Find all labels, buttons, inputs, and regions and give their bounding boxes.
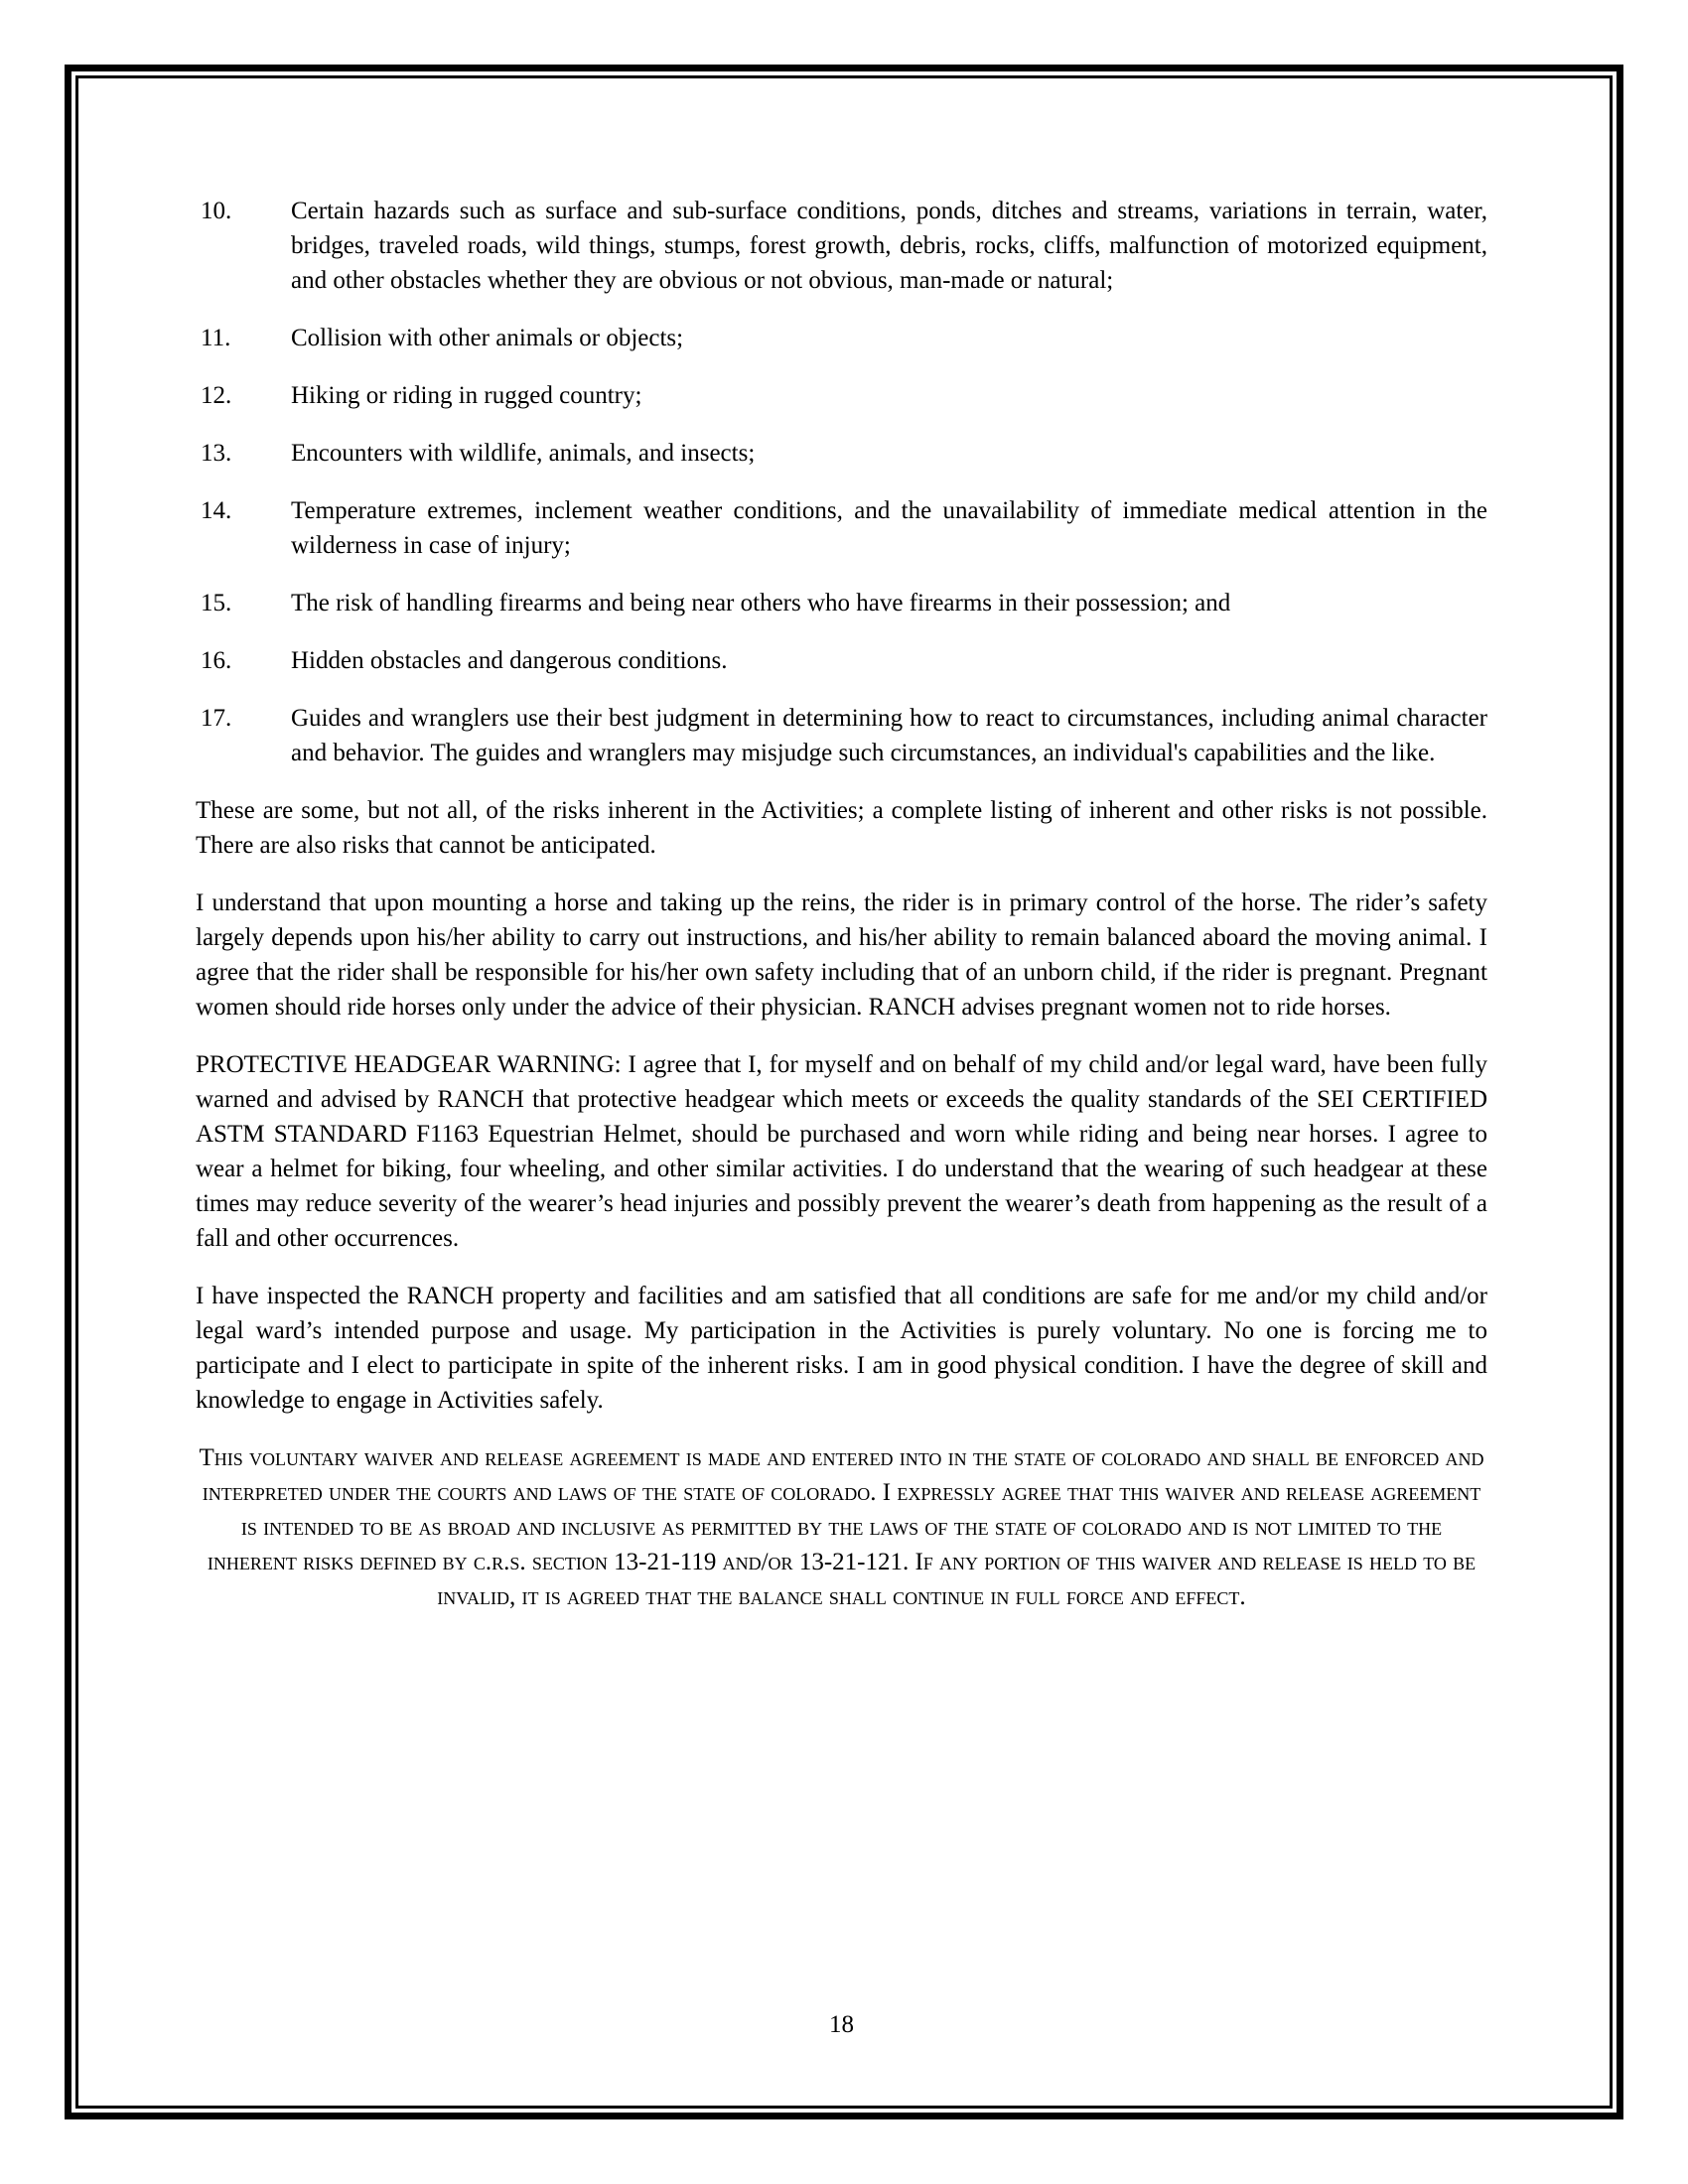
paragraph-property-inspection: I have inspected the RANCH property and facilities and am satisfied that all conditions are safe for me and/or my child and/or legal ward’s intended purpose and usage. My participation in the Activities is purely voluntary. No one is forcing me to participate and I elect to participate in spite of the inherent risks. I am in good physical condition. I have the degree of skill and knowledge to engage in Activities safely.	[196, 1283, 1487, 1414]
list-item-text: Certain hazards such as surface and sub-surface conditions, ponds, ditches and streams, variations in terrain, water, bridges, traveled roads, wild things, stumps, forest growth, debris, rocks, cliffs, malfunction of motorized equipment, and other obstacles whether they are obvious or not obvious, man-made or natural;	[291, 198, 1487, 294]
list-item-text: The risk of handling firearms and being near others who have firearms in their possession; and	[291, 590, 1231, 616]
list-item-11	[196, 321, 1487, 355]
list-item-text: Collision with other animals or objects;	[291, 325, 684, 351]
list-item-text: Encounters with wildlife, animals, and insects;	[291, 440, 756, 467]
list-item-number: 16.	[201, 647, 232, 674]
page-number: 18	[829, 2011, 854, 2038]
list-item-number: 14.	[201, 497, 232, 524]
paragraph-rider-responsibility: I understand that upon mounting a horse and taking up the reins, the rider is in primary control of the horse. The rider’s safety largely depends upon his/her ability to carry out instructions, and his/her ability to remain balanced aboard the moving animal. I agree that the rider shall be responsible for his/her own safety including that of an unborn child, if the rider is pregnant. Pregnant women should ride horses only under the advice of their physician. RANCH advises pregnant women not to ride horses.	[196, 889, 1487, 1021]
list-item-15	[196, 586, 1487, 620]
list-item-number: 12.	[201, 382, 232, 409]
list-item-text: Temperature extremes, inclement weather conditions, and the unavailability of immediate medical attention in the wilderness in case of injury;	[291, 497, 1487, 559]
paragraph-protective-headgear-warning: PROTECTIVE HEADGEAR WARNING: I agree that I, for myself and on behalf of my child and/or legal ward, have been fully warned and advised by RANCH that protective headgear which meets or exceeds the quality standards of the SEI CERTIFIED ASTM STANDARD F1163 Equestrian Helmet, should be purchased and worn while riding and being near horses. I agree to wear a helmet for biking, four wheeling, and other similar activities. I do understand that the wearing of such headgear at these times may reduce severity of the wearer’s head injuries and possibly prevent the wearer’s death from happening as the result of a fall and other occurrences.	[196, 1051, 1487, 1252]
paragraph-risks-summary: These are some, but not all, of the risks inherent in the Activities; a complete listing of inherent and other risks is not possible. There are also risks that cannot be anticipated.	[196, 797, 1487, 859]
list-item-number: 17.	[201, 705, 232, 732]
list-item-text: Hiking or riding in rugged country;	[291, 382, 642, 409]
list-item-16	[196, 643, 1487, 678]
list-item-number: 13.	[201, 440, 232, 467]
list-item-number: 11.	[201, 325, 231, 351]
inherent-risks-list	[196, 194, 1487, 770]
list-item-text: Guides and wranglers use their best judgment in determining how to react to circumstances, including animal character and behavior. The guides and wranglers may misjudge such circumstances, an individual's capabilities and the like.	[291, 705, 1487, 766]
list-item-14	[196, 493, 1487, 563]
list-item-text: Hidden obstacles and dangerous conditions.	[291, 647, 728, 674]
list-item-number: 15.	[201, 590, 232, 616]
paragraph-governing-law-notice: This voluntary waiver and release agreement is made and entered into in the state of colorado and shall be enforced and interpreted under the courts and laws of the state of colorado. I expressly agree that this waiver and release agreement is intended to be as broad and inclusive as permitted by the laws of the state of colorado and is not limited to the inherent risks defined by c.r.s. section 13-21-119 and/or 13-21-121. If any portion of this waiver and release is held to be invalid, it is agreed that the balance shall continue in full force and effect.	[199, 1444, 1484, 1610]
list-item-17	[196, 701, 1487, 770]
list-item-number: 10.	[201, 198, 232, 224]
list-item-13	[196, 436, 1487, 471]
page-content	[196, 194, 1487, 1614]
list-item-12	[196, 378, 1487, 413]
list-item-10	[196, 194, 1487, 298]
